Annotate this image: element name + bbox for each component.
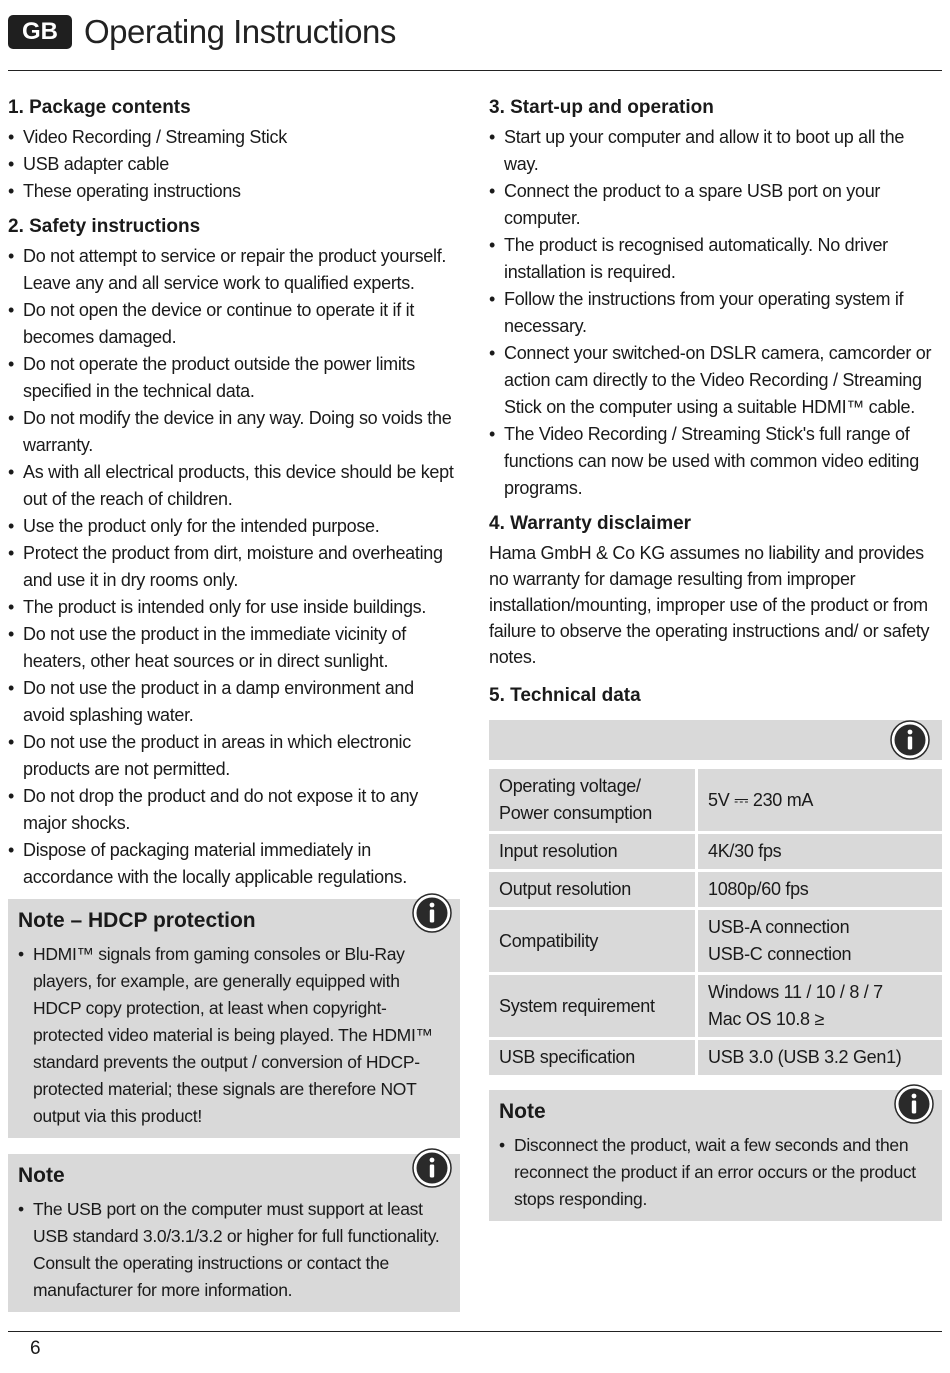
table-row	[489, 1040, 942, 1075]
spec-value: 4K/30 fps	[698, 834, 942, 869]
spec-value: Windows 11 / 10 / 8 / 7 Mac OS 10.8 ≥	[698, 975, 942, 1037]
list-item: • Start up your computer and allow it to boot up all the way.	[489, 124, 942, 178]
technical-data-table	[489, 766, 942, 1078]
spec-value: USB 3.0 (USB 3.2 Gen1)	[698, 1040, 942, 1075]
page-header	[8, 10, 396, 54]
spec-label: Compatibility	[489, 910, 698, 972]
technical-section	[489, 682, 942, 1078]
note-heading: Note	[499, 1100, 546, 1123]
error-note-list	[499, 1132, 932, 1213]
spec-label: System requirement	[489, 975, 698, 1037]
list-item: • The Video Recording / Streaming Stick's full range of functions can now be used with common video editing programs.	[489, 421, 942, 502]
spec-label: Output resolution	[489, 872, 698, 907]
section-heading: 4. Warranty disclaimer	[489, 513, 692, 534]
list-item: • The product is intended only for use inside buildings.	[8, 594, 460, 621]
error-note-box	[489, 1090, 942, 1221]
right-column	[489, 94, 942, 1221]
footer-divider	[8, 1331, 942, 1332]
list-item: • Protect the product from dirt, moisture and overheating and use it in dry rooms only.	[8, 540, 460, 594]
list-item: • Do not attempt to service or repair the product yourself. Leave any and all service work to qualified experts.	[8, 243, 460, 297]
spec-value: 5V ⎓ 230 mA	[698, 769, 942, 831]
spec-label: Input resolution	[489, 834, 698, 869]
section-heading: 5. Technical data	[489, 685, 641, 706]
list-item: • Do not open the device or continue to operate it if it becomes damaged.	[8, 297, 460, 351]
list-item: • Disconnect the product, wait a few seconds and then reconnect the product if an error occurs or the product stops responding.	[499, 1132, 932, 1213]
table-row	[489, 975, 942, 1037]
table-row	[489, 872, 942, 907]
list-item: • Do not use the product in a damp environment and avoid splashing water.	[8, 675, 460, 729]
technical-table-header	[489, 720, 942, 760]
hdcp-note-list	[18, 941, 450, 1130]
list-item: • Do not modify the device in any way. Doing so voids the warranty.	[8, 405, 460, 459]
warranty-section	[489, 510, 942, 670]
list-item: • The USB port on the computer must support at least USB standard 3.0/3.1/3.2 or higher for full functionality. Consult the operating instructions or contact the manufacturer for more information.	[18, 1196, 450, 1304]
left-column	[8, 94, 460, 1312]
usb-note-box	[8, 1154, 460, 1312]
list-item: • Do not operate the product outside the power limits specified in the technical data.	[8, 351, 460, 405]
list-item: • Do not use the product in areas in which electronic products are not permitted.	[8, 729, 460, 783]
list-item: • Connect your switched-on DSLR camera, camcorder or action cam directly to the Video Recording / Streaming Stick on the computer using a suitable HDMI™ cable.	[489, 340, 942, 421]
startup-section	[489, 94, 942, 502]
list-item: • Dispose of packaging material immediately in accordance with the locally applicable regulations.	[8, 837, 460, 891]
list-item: • Do not drop the product and do not expose it to any major shocks.	[8, 783, 460, 837]
section-heading: 3. Start-up and operation	[489, 97, 714, 118]
header-divider	[8, 70, 942, 71]
list-item: • HDMI™ signals from gaming consoles or Blu-Ray players, for example, are generally equipped with HDCP copy protection, at least when copyright-protected video material is being played. The HDMI™ standard prevents the output / conversion of HDCP-protected material; these signals are therefore NOT output via this product!	[18, 941, 450, 1130]
table-row	[489, 834, 942, 869]
safety-section	[8, 213, 460, 891]
list-item: • Use the product only for the intended purpose.	[8, 513, 460, 540]
document-title: Operating Instructions	[84, 13, 396, 50]
list-item: • The product is recognised automatically. No driver installation is required.	[489, 232, 942, 286]
safety-list	[8, 243, 460, 891]
info-icon	[894, 1084, 934, 1124]
usb-note-list	[18, 1196, 450, 1304]
warranty-text: Hama GmbH & Co KG assumes no liability and provides no warranty for damage resulting from improper installation/mounting, improper use of the product or from failure to observe the operating instructions and/ or safety notes.	[489, 543, 930, 667]
table-row	[489, 769, 942, 831]
language-badge: GB	[8, 15, 72, 49]
list-item: • Connect the product to a spare USB port on your computer.	[489, 178, 942, 232]
note-heading: Note	[18, 1164, 65, 1187]
info-icon	[412, 893, 452, 933]
spec-value: USB-A connection USB-C connection	[698, 910, 942, 972]
section-heading: 1. Package contents	[8, 97, 191, 118]
list-item: • USB adapter cable	[8, 151, 460, 178]
package-list	[8, 124, 460, 205]
list-item: • Video Recording / Streaming Stick	[8, 124, 460, 151]
hdcp-note-box	[8, 899, 460, 1138]
list-item: • Do not use the product in the immediate vicinity of heaters, other heat sources or in direct sunlight.	[8, 621, 460, 675]
page-number: 6	[30, 1338, 41, 1359]
spec-label: Operating voltage/ Power consumption	[489, 769, 698, 831]
note-heading: Note – HDCP protection	[18, 909, 256, 932]
list-item: • These operating instructions	[8, 178, 460, 205]
list-item: • As with all electrical products, this device should be kept out of the reach of children.	[8, 459, 460, 513]
info-icon	[412, 1148, 452, 1188]
package-contents-section	[8, 94, 460, 205]
info-icon	[890, 720, 930, 760]
spec-label: USB specification	[489, 1040, 698, 1075]
startup-list	[489, 124, 942, 502]
spec-value: 1080p/60 fps	[698, 872, 942, 907]
section-heading: 2. Safety instructions	[8, 216, 201, 237]
table-row	[489, 910, 942, 972]
list-item: • Follow the instructions from your operating system if necessary.	[489, 286, 942, 340]
